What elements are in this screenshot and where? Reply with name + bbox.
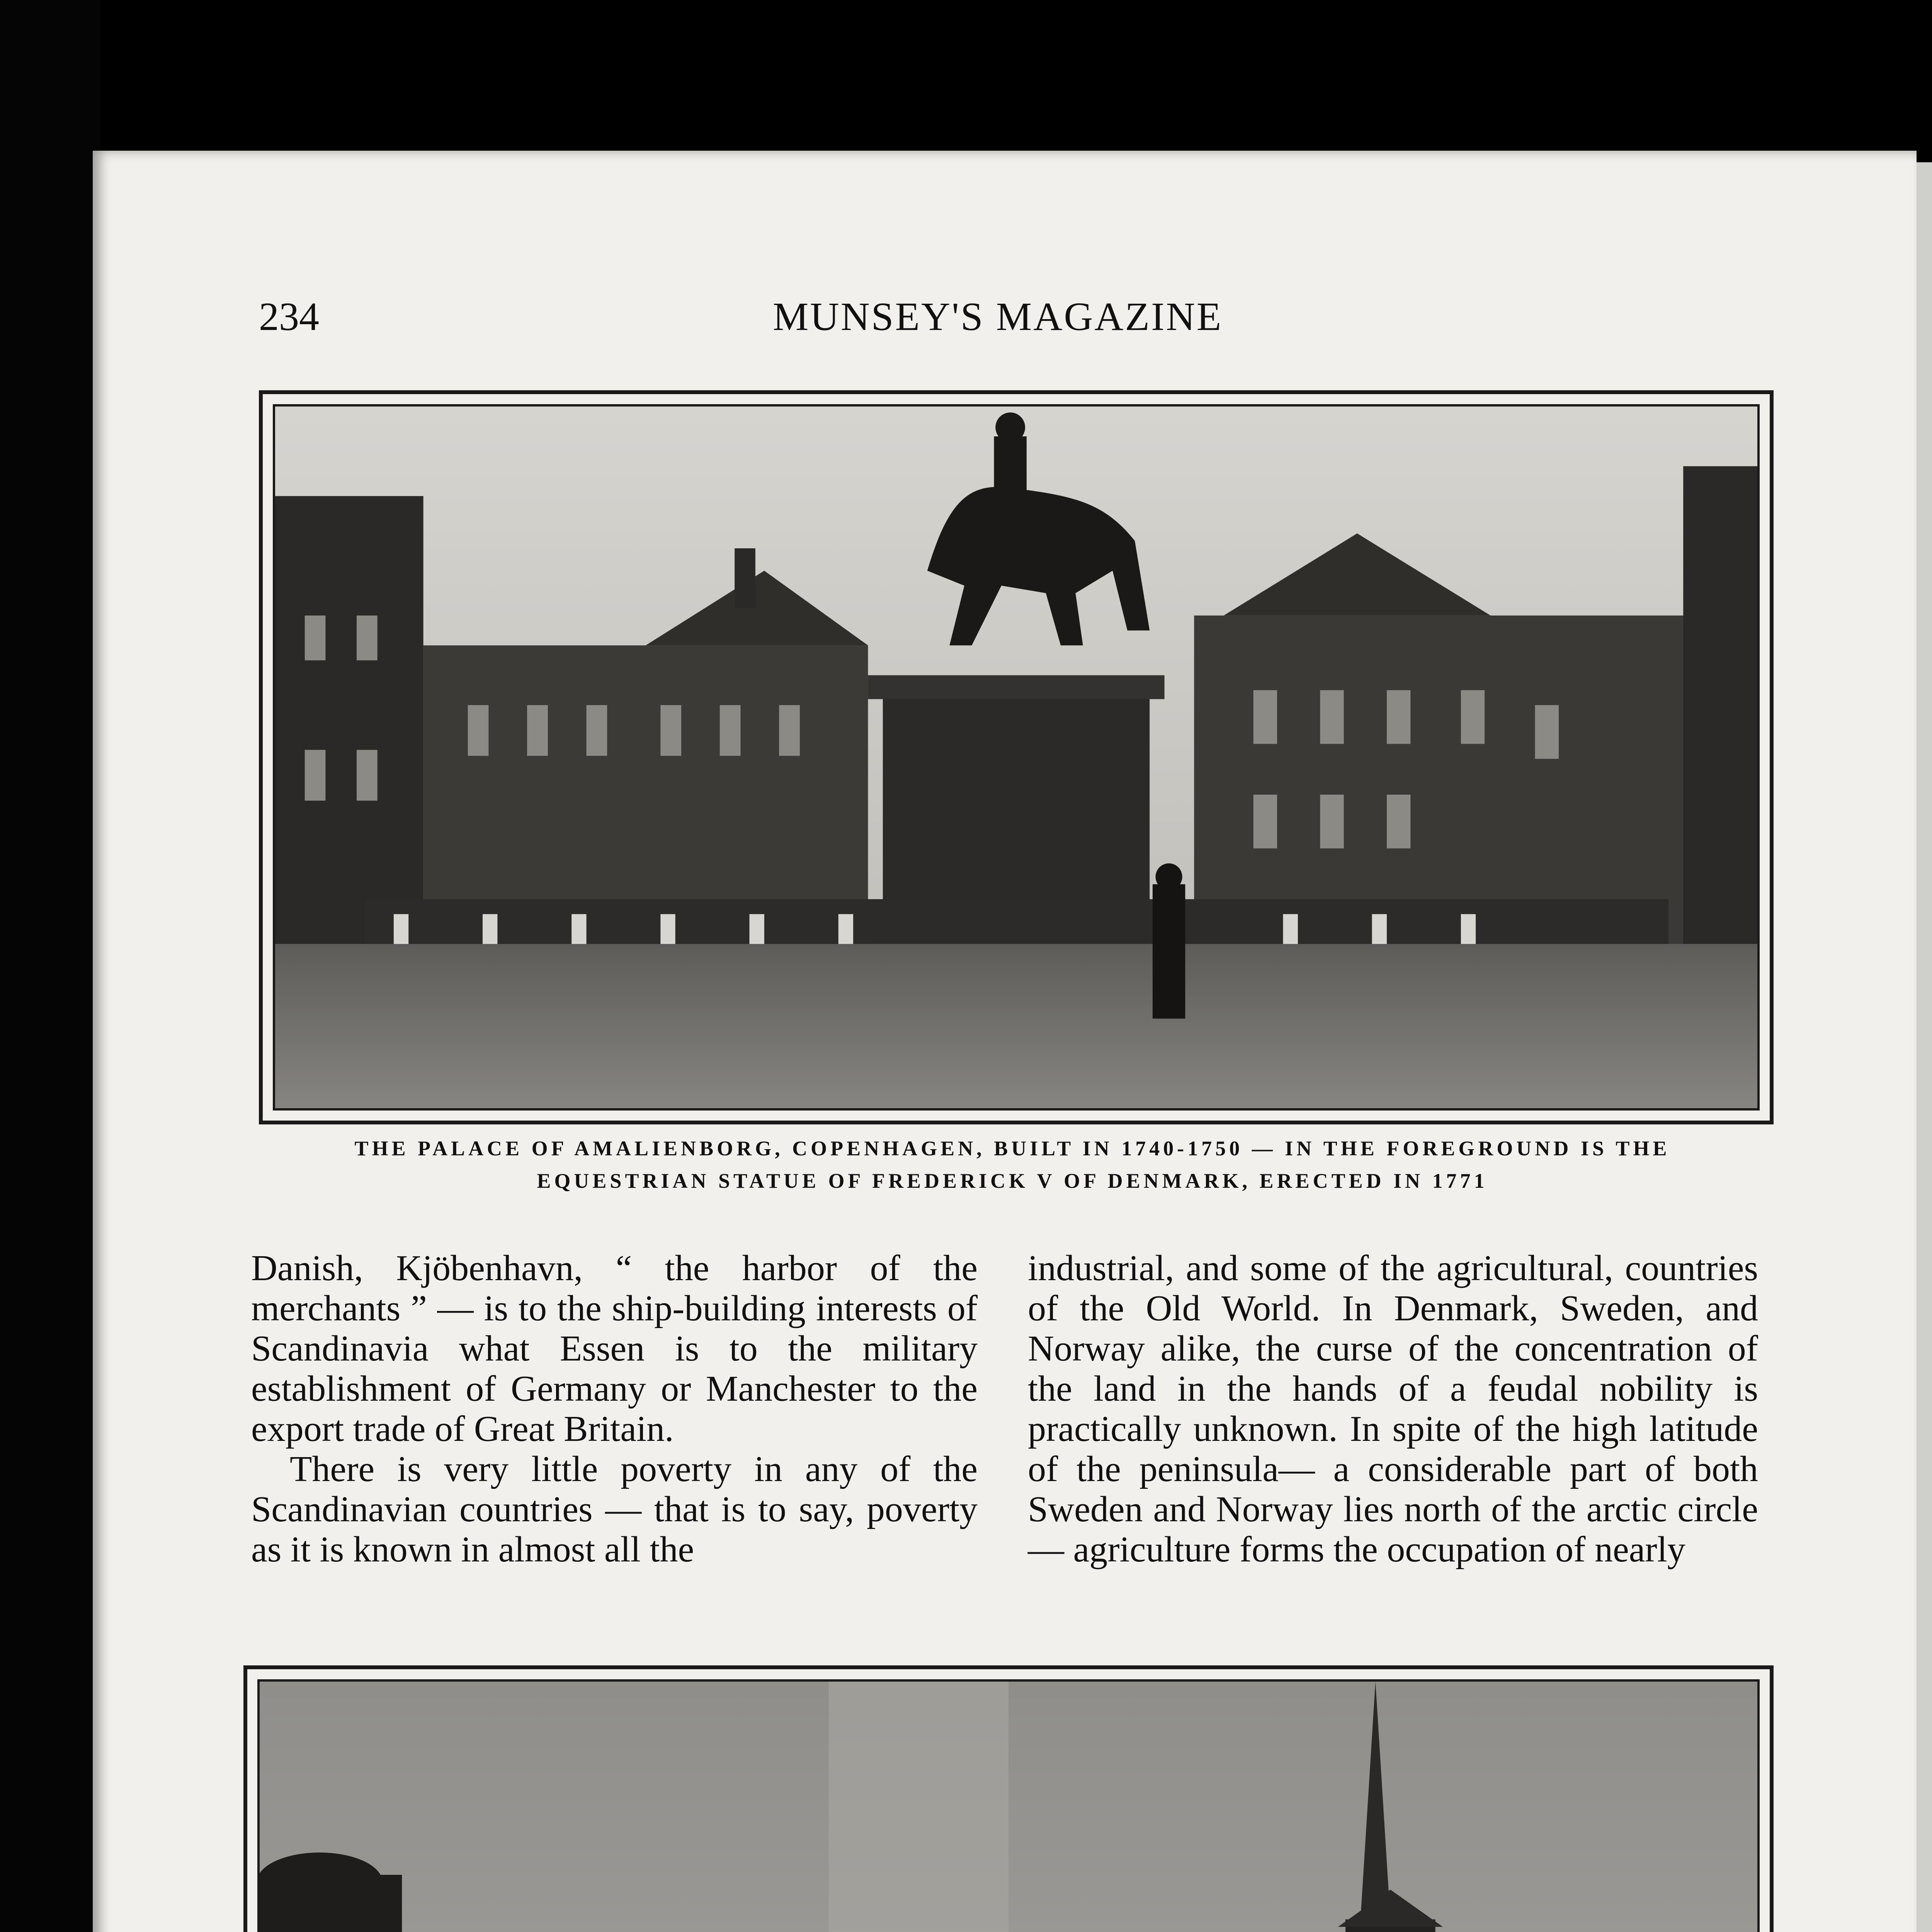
exchange-photo-image bbox=[260, 1682, 1757, 1932]
running-head bbox=[259, 294, 1774, 348]
right-column bbox=[1028, 1248, 1758, 1570]
page-edge bbox=[1917, 162, 1932, 1932]
caption-amalienborg-line-1: THE PALACE OF AMALIENBORG, COPENHAGEN, BUILT IN 1740-1750 — IN THE FOREGROUND IS THE bbox=[354, 1137, 1670, 1160]
amalienborg-photo-image bbox=[275, 406, 1757, 1108]
caption-amalienborg bbox=[232, 1132, 1793, 1197]
caption-amalienborg-line-2: EQUESTRIAN STATUE OF FREDERICK V OF DENMARK, ERECTED IN 1771 bbox=[537, 1169, 1488, 1192]
right-paragraph-1: industrial, and some of the agricultural, countries of the Old World. In Denmark, Sweden, and Norway alike, the curse of the concentration of the land in the hands of a feudal nobility is practically unknown. In spite of the high latitude of the peninsula— a considerable part of both Sweden and Norway lies north of the arctic circle— agriculture forms the occupation of nearly bbox=[1028, 1248, 1758, 1570]
left-paragraph-2: There is very little poverty in any of the Scandinavian countries — that is to say, poverty as it is known in almost all the bbox=[251, 1449, 978, 1570]
photo-exchange bbox=[243, 1665, 1774, 1932]
scan-left-edge bbox=[0, 0, 100, 1932]
page-number: 234 bbox=[259, 294, 319, 339]
magazine-title: MUNSEY'S MAGAZINE bbox=[773, 294, 1223, 339]
left-column bbox=[251, 1248, 978, 1570]
photo-amalienborg bbox=[259, 390, 1774, 1124]
left-paragraph-1: Danish, Kjöbenhavn, “ the harbor of the merchants ” — is to the ship-building interests of Scandinavia what Essen is to the military establishment of Germany or Manchester to the export trade of Great Britain. bbox=[251, 1248, 978, 1449]
